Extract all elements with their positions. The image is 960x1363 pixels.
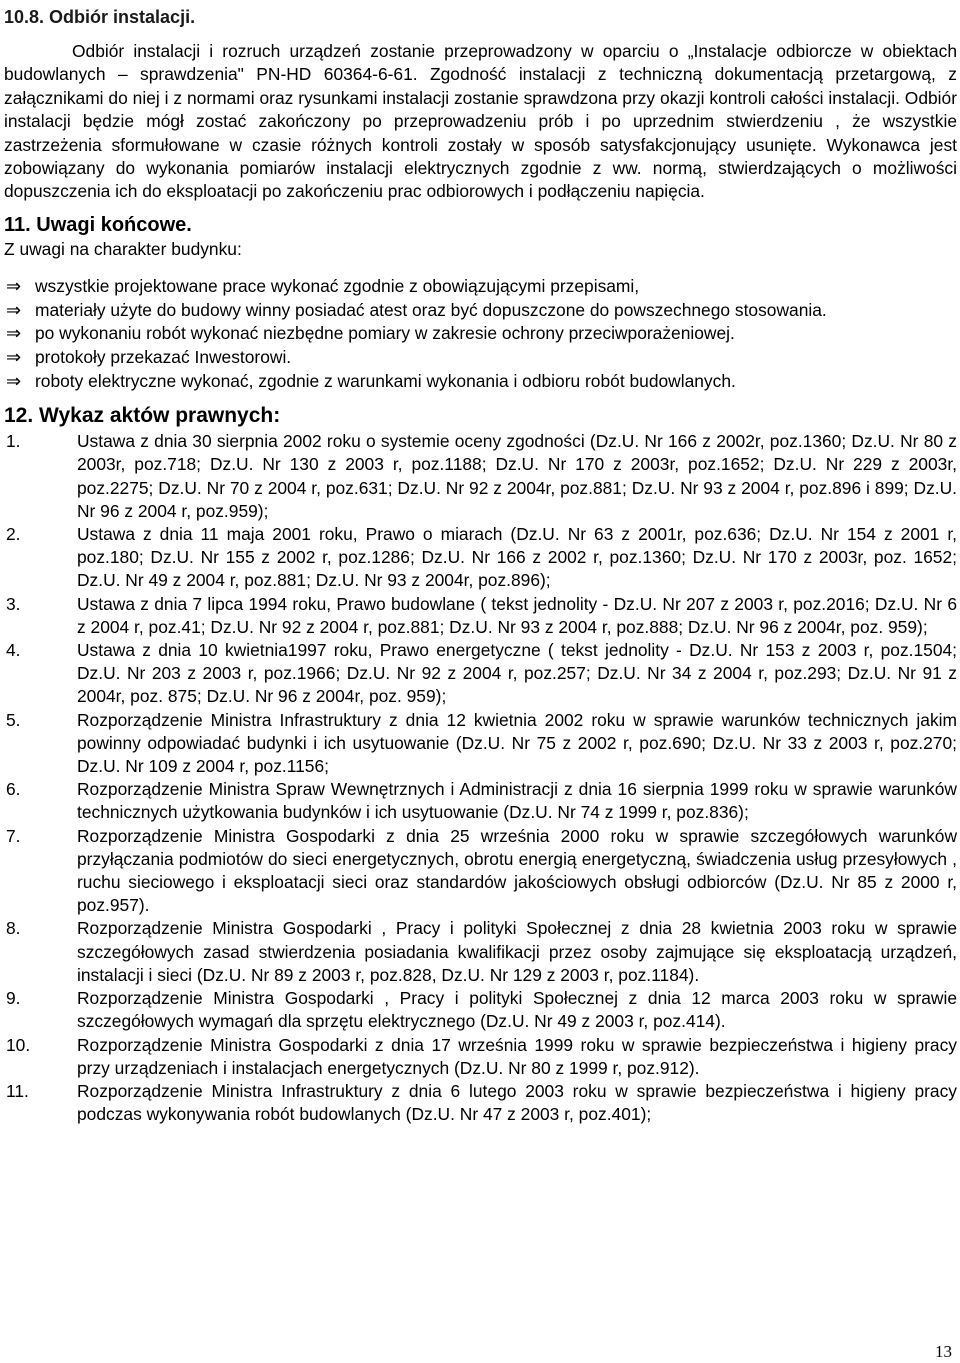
legal-acts-list (4, 430, 957, 1126)
list-item (4, 346, 957, 370)
section-11-heading: 11. Uwagi końcowe. (4, 213, 192, 236)
item-number: 2. (6, 524, 21, 545)
item-number: 3. (6, 593, 21, 614)
double-arrow-right-icon: ⇒ (6, 276, 22, 298)
section-10-8-paragraph: Odbiór instalacji i rozruch urządzeń zostanie przeprowadzony w oparciu o „Instalacje odbiorcze w obiektach budowlanych – sprawdzenia" PN-HD 60364-6-61. Zgodność instalacji z techniczną dokumentacją przetargową, z załącznikami do niej i z normami oraz rysunkami instalacji zostanie sprawdzona przy okazji kontroli całości instalacji. Odbiór instalacji będzie mógł zostać zakończony po przeprowadzeniu prób i po uprzednim stwierdzeniu , że wszystkie zastrzeżenia sformułowane w czasie różnych kontroli zostały w sposób satysfakcjonujący usunięte. Wykonawca jest zobowiązany do wykonania pomiarów instalacji elektrycznych zgodnie z ww. normą, stwierdzających o możliwości dopuszczenia ich do eksploatacji po zakończeniu prac odbiorowych i podłączeniu napięcia. (4, 41, 957, 202)
item-text: Rozporządzenie Ministra Spraw Wewnętrznych i Administracji z dnia 16 sierpnia 1999 roku w sprawie warunków technicznych użytkowania budynków i ich usytuowanie (Dz.U. Nr 74 z 1999 r, poz.836); (77, 779, 957, 823)
item-number: 8. (6, 918, 21, 939)
legal-act-item (4, 1034, 957, 1080)
legal-act-item (4, 523, 957, 593)
list-item-text: materiały użyte do budowy winny posiadać atest oraz być dopuszczone do powszechnego stosowania. (35, 299, 827, 320)
list-item-text: wszystkie projektowane prace wykonać zgodnie z obowiązującymi przepisami, (35, 276, 640, 297)
item-number: 7. (6, 825, 21, 846)
item-text: Ustawa z dnia 10 kwietnia1997 roku, Prawo energetyczne ( tekst jednolity - Dz.U. Nr 153 z 2003 r, poz.1504; Dz.U. Nr 203 z 2003 r, poz.1966; Dz.U. Nr 92 z 2004 r, poz.257; Dz.U. Nr 34 z 2004 r, poz.293; Dz.U. Nr 91 z 2004r, poz. 875; Dz.U. Nr 96 z 2004r, poz. 959); (77, 640, 957, 707)
list-item (4, 299, 957, 323)
section-10-8-heading: 10.8. Odbiór instalacji. (4, 7, 196, 27)
double-arrow-right-icon: ⇒ (6, 347, 22, 369)
item-text: Ustawa z dnia 30 sierpnia 2002 roku o systemie oceny zgodności (Dz.U. Nr 166 z 2002r, poz.1360; Dz.U. Nr 80 z 2003r, poz.718; Dz.U. Nr 130 z 2003 r, poz.1188; Dz.U. Nr 170 z 2003r, poz.1652; Dz.U. Nr 229 z 2003r, poz.2275; Dz.U. Nr 70 z 2004 r, poz.631; Dz.U. Nr 92 z 2004r, poz.881; Dz.U. Nr 93 z 2004 r, poz.896 i 899; Dz.U. Nr 96 z 2004 r, poz.959); (77, 431, 957, 521)
list-item (4, 322, 957, 346)
legal-act-item (4, 1080, 957, 1126)
list-item-text: po wykonaniu robót wykonać niezbędne pomiary w zakresie ochrony przeciwporażeniowej. (35, 323, 735, 344)
page-number: 13 (935, 1342, 952, 1361)
item-number: 5. (6, 709, 21, 730)
list-item-text: protokoły przekazać Inwestorowi. (35, 347, 292, 368)
item-text: Rozporządzenie Ministra Infrastruktury z dnia 6 lutego 2003 roku w sprawie bezpieczeństwa i higieny pracy podczas wykonywania robót budowlanych (Dz.U. Nr 47 z 2003 r, poz.401); (77, 1080, 957, 1125)
legal-act-item (4, 987, 957, 1033)
legal-act-item (4, 639, 957, 709)
legal-act-item (4, 917, 957, 987)
item-number: 1. (6, 431, 21, 452)
item-number: 6. (6, 779, 21, 800)
item-text: Rozporządzenie Ministra Gospodarki , Pracy i polityki Społecznej z dnia 12 marca 2003 roku w sprawie szczegółowych wymagań dla sprzętu elektrycznego (Dz.U. Nr 49 z 2003 r, poz.414). (77, 988, 957, 1032)
list-item (4, 370, 957, 394)
legal-act-item (4, 430, 957, 523)
remarks-list (4, 275, 957, 393)
item-number: 9. (6, 988, 21, 1009)
double-arrow-right-icon: ⇒ (6, 299, 22, 321)
double-arrow-right-icon: ⇒ (6, 370, 22, 392)
item-number: 4. (6, 640, 21, 661)
item-number: 11. (6, 1080, 29, 1101)
item-text: Ustawa z dnia 7 lipca 1994 roku, Prawo budowlane ( tekst jednolity - Dz.U. Nr 207 z 2003 r, poz.2016; Dz.U. Nr 6 z 2004 r, poz.41; Dz.U. Nr 92 z 2004 r, poz.881; Dz.U. Nr 93 z 2004 r, poz.888; Dz.U. Nr 96 z 2004r, poz. 959); (77, 593, 957, 637)
section-12-heading: 12. Wykaz aktów prawnych: (4, 404, 281, 428)
double-arrow-right-icon: ⇒ (6, 323, 22, 345)
item-text: Rozporządzenie Ministra Gospodarki , Pracy i polityki Społecznej z dnia 28 kwietnia 2003 roku w sprawie szczegółowych zasad stwierdzenia posiadania kwalifikacji przez osoby zajmujące się eksploatacją urządzeń, instalacji i sieci (Dz.U. Nr 89 z 2003 r, poz.828, Dz.U. Nr 129 z 2003 r, poz.1184). (77, 918, 957, 985)
legal-act-item (4, 825, 957, 918)
list-item (4, 275, 957, 299)
section-11-intro: Z uwagi na charakter budynku: (4, 238, 242, 259)
item-text: Ustawa z dnia 11 maja 2001 roku, Prawo o miarach (Dz.U. Nr 63 z 2001r, poz.636; Dz.U. Nr 154 z 2001 r, poz.180; Dz.U. Nr 155 z 2002 r, poz.1286; Dz.U. Nr 166 z 2002 r, poz.1360; Dz.U. Nr 170 z 2003r, poz. 1652; Dz.U. Nr 49 z 2004 r, poz.881; Dz.U. Nr 93 z 2004r, poz.896); (77, 524, 957, 591)
document-page (4, 6, 957, 1126)
item-text: Rozporządzenie Ministra Gospodarki z dnia 25 września 2000 roku w sprawie szczegółowych warunków przyłączania podmiotów do sieci energetycznych, obrotu energią energetyczną, świadczenia usług przesyłowych , ruchu sieciowego i eksploatacji sieci oraz standardów jakościowych obsługi odbiorców (Dz.U. Nr 85 z 2000 r, poz.957). (77, 825, 957, 916)
item-number: 10. (6, 1034, 31, 1055)
item-text: Rozporządzenie Ministra Infrastruktury z dnia 12 kwietnia 2002 roku w sprawie warunków technicznych jakim powinny odpowiadać budynki i ich usytuowanie (Dz.U. Nr 75 z 2002 r, poz.690; Dz.U. Nr 33 z 2003 r, poz.270; Dz.U. Nr 109 z 2004 r, poz.1156; (77, 709, 957, 777)
legal-act-item (4, 778, 957, 824)
legal-act-item (4, 593, 957, 639)
legal-act-item (4, 709, 957, 779)
item-text: Rozporządzenie Ministra Gospodarki z dnia 17 września 1999 roku w sprawie bezpieczeństwa i higieny pracy przy urządzeniach i instalacjach energetycznych (Dz.U. Nr 80 z 1999 r, poz.912). (77, 1034, 957, 1078)
list-item-text: roboty elektryczne wykonać, zgodnie z warunkami wykonania i odbioru robót budowlanych. (35, 370, 736, 391)
